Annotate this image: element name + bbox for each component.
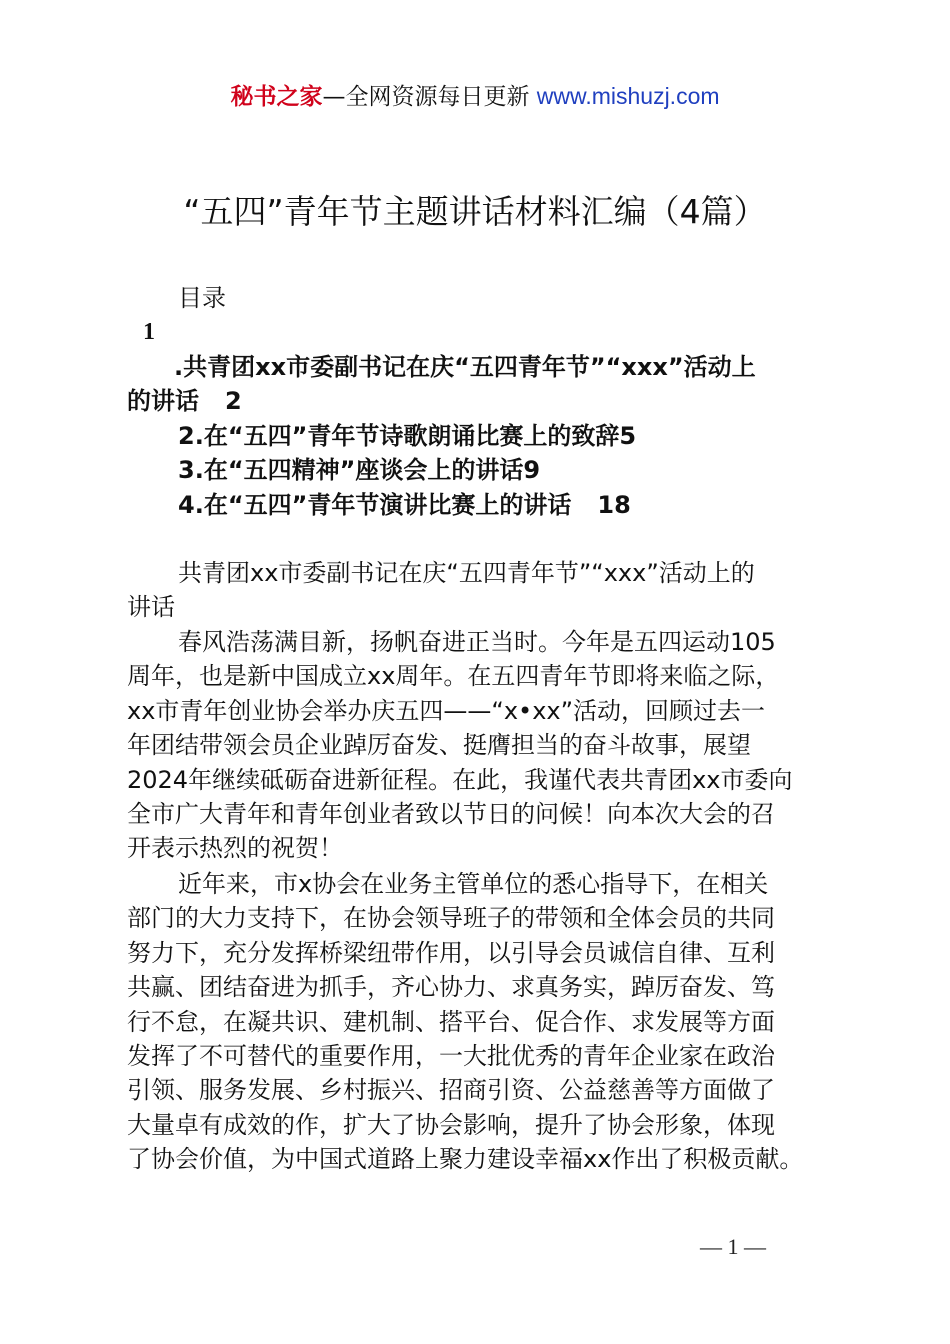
paragraph-line: 2024年继续砥砺奋进新征程。在此，我谨代表共青团xx市委向 <box>127 765 793 794</box>
page-number: — 1 — <box>700 1234 766 1259</box>
toc-item-2[interactable] <box>178 419 636 453</box>
site-url-link[interactable]: www.mishuzj.com <box>536 83 720 109</box>
document-title: “五四”青年节主题讲话材料汇编（4篇） <box>183 192 767 231</box>
article-title-line: 共青团xx市委副书记在庆“五四青年节”“xxx”活动上的 <box>178 559 755 587</box>
paragraph-line: xx市青年创业协会举办庆五四——“x•xx”活动，回顾过去一 <box>127 696 766 725</box>
toc-item-4-text: 4.在“五四”青年节演讲比赛上的讲话 <box>178 491 572 519</box>
toc-item-1-text: 的讲话 <box>127 387 199 415</box>
site-brand: 秘书之家 <box>230 84 323 110</box>
article-title-line: 讲话 <box>127 593 175 622</box>
paragraph-line: 发挥了不可替代的重要作用，一大批优秀的青年企业家在政治 <box>127 1041 775 1070</box>
toc-item-4[interactable] <box>178 488 631 522</box>
paragraph-line: 近年来，市x协会在业务主管单位的悉心指导下，在相关 <box>178 870 769 898</box>
paragraph-line: 部门的大力支持下，在协会领导班子的带领和全体会员的共同 <box>127 904 775 933</box>
toc-first-number: 1 <box>143 319 155 345</box>
paragraph-2 <box>127 867 837 1177</box>
toc-item-2-page: 5 <box>619 422 637 450</box>
site-header <box>0 80 950 113</box>
paragraph-line: 引领、服务发展、乡村振兴、招商引资、公益慈善等方面做了 <box>127 1076 775 1105</box>
toc-item-3-text: 3.在“五四精神”座谈会上的讲话 <box>178 456 524 484</box>
toc-item-3-page: 9 <box>523 456 541 484</box>
paragraph-line: 努力下，充分发挥桥梁纽带作用，以引导会员诚信自律、互利 <box>127 938 775 967</box>
paragraph-line: 共赢、团结奋进为抓手，齐心协力、求真务实，踔厉奋发、笃 <box>127 973 775 1002</box>
paragraph-line: 行不怠，在凝共识、建机制、搭平台、促合作、求发展等方面 <box>127 1007 775 1036</box>
toc-item-2-text: 2.在“五四”青年节诗歌朗诵比赛上的致辞 <box>178 422 620 450</box>
toc-heading: 目录 <box>178 284 226 312</box>
toc-item-1-line-2[interactable] <box>127 384 242 418</box>
paragraph-line: 了协会价值，为中国式道路上聚力建设幸福xx作出了积极贡献。 <box>127 1145 804 1174</box>
toc-item-1-line-1[interactable]: .共青团xx市委副书记在庆“五四青年节”“xxx”活动上 <box>174 353 756 381</box>
toc-item-1-page: 2 <box>225 387 242 415</box>
paragraph-line: 大量卓有成效的作，扩大了协会影响，提升了协会形象，体现 <box>127 1110 775 1139</box>
toc-item-4-page: 18 <box>597 491 631 519</box>
paragraph-line: 春风浩荡满目新，扬帆奋进正当时。今年是五四运动105 <box>178 628 776 656</box>
paragraph-line: 年团结带领会员企业踔厉奋发、挺膺担当的奋斗故事，展望 <box>127 731 751 760</box>
toc-item-3[interactable] <box>178 453 540 487</box>
paragraph-line: 全市广大青年和青年创业者致以节日的问候！向本次大会的召 <box>127 799 775 828</box>
site-slogan: —全网资源每日更新 <box>322 84 530 110</box>
article-title <box>127 556 837 625</box>
paragraph-1 <box>127 625 837 866</box>
paragraph-line: 周年，也是新中国成立xx周年。在五四青年节即将来临之际， <box>127 662 780 691</box>
paragraph-line: 开表示热烈的祝贺！ <box>127 834 343 863</box>
